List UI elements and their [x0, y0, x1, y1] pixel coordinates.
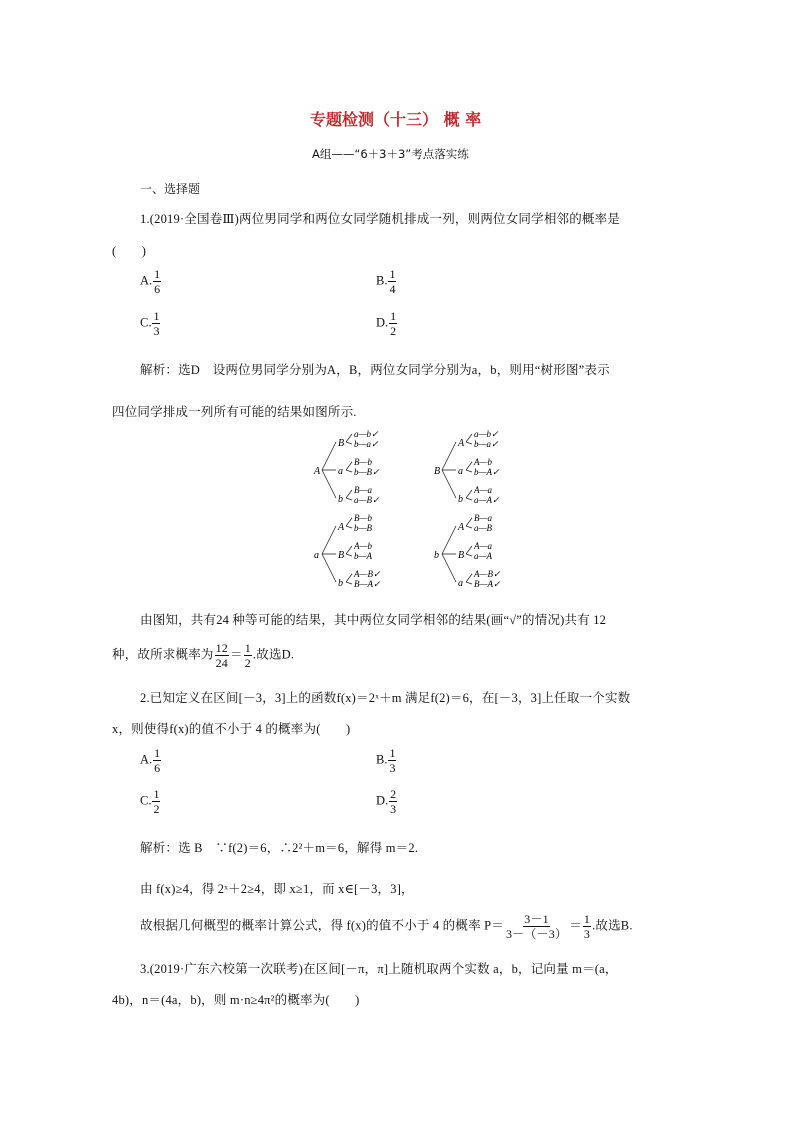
tree-leaf-line: [346, 434, 352, 442]
tree-branch-line: [442, 442, 456, 470]
tree-leaf-line: [466, 442, 472, 444]
tree-leaf-label: b—A: [354, 551, 372, 561]
tree-leaf-label: A—b: [474, 457, 492, 467]
tree-leaf-label: b—A✓: [474, 467, 500, 477]
q2-solution-line2: 由 f(x)≥4，得 2ˣ＋2≥4，即 x≥1，而 x∈[－3，3]，: [140, 882, 414, 896]
tree-root-node: B: [434, 466, 441, 477]
tree-leaf-label: B—A✓: [474, 579, 501, 589]
tree-branch-line: [322, 526, 336, 554]
tree-leaf-label: a—B: [474, 523, 492, 533]
q2-option-c: C. $\frac{1}{2}$: [140, 787, 160, 816]
tree-leaf-line: [466, 546, 472, 554]
tree-branch-node: b: [338, 494, 343, 505]
tree-leaf-label: a—b✓: [474, 430, 499, 439]
q3-stem-line1: 3.(2019·广东六校第一次联考)在区间[－π，π]上随机取两个实数 a，b，记向量 m＝(a，: [140, 962, 618, 976]
tree-leaf-label: a—B✓: [354, 495, 380, 505]
tree-leaf-line: [466, 574, 472, 582]
tree-leaf-label: A—B✓: [354, 569, 381, 579]
q2-stem-line1: 2.已知定义在区间[－3，3]上的函数f(x)＝2ˣ＋m 满足f(2)＝6，在[－3，3]上任取一个实数: [140, 691, 631, 705]
q2-option-a: A. $\frac{1}{6}$: [140, 746, 161, 775]
tree-branch-line: [322, 442, 336, 470]
q2-option-d: D. $\frac{2}{3}$: [376, 787, 397, 816]
tree-root-node: b: [434, 550, 439, 561]
q1-option-a: A. $\frac{1}{6}$: [140, 267, 161, 296]
tree-leaf-line: [466, 462, 472, 470]
q2-option-b: B. $\frac{1}{3}$: [376, 746, 396, 775]
q2-solution-line1: 解析：选 B ∵f(2)＝6，∴2²＋m＝6，解得 m＝2.: [140, 841, 419, 855]
tree-leaf-line: [466, 518, 472, 526]
q1-solution-line2: 四位同学排成一列所有可能的结果如图所示.: [112, 405, 357, 419]
tree-branch-line: [322, 470, 336, 498]
tree-branch-line: [442, 470, 456, 498]
tree-leaf-line: [346, 470, 352, 472]
tree-diagram: [300, 430, 530, 590]
tree-leaf-label: A—b: [354, 541, 372, 551]
tree-leaf-label: b—B: [354, 523, 372, 533]
q1-stem: 1.(2019·全国卷Ⅲ)两位男同学和两位女同学随机排成一列，则两位女同学相邻的概率是: [140, 212, 621, 226]
tree-leaf-line: [346, 574, 352, 582]
tree-leaf-line: [346, 462, 352, 470]
tree-leaf-line: [346, 546, 352, 554]
tree-leaf-line: [466, 498, 472, 500]
tree-leaf-line: [346, 526, 352, 528]
tree-leaf-label: A—a: [474, 541, 492, 551]
q1-conclusion-line2: 种，故所求概率为 $\frac{12}{24}$ ＝ $\frac{1}{2}$ .故选D.: [112, 641, 295, 670]
tree-leaf-line: [346, 498, 352, 500]
tree-root-node: a: [314, 550, 319, 561]
q3-stem-line2: 4b)，n＝(4a，b)，则 m·n≥4π²的概率为( ): [112, 993, 360, 1007]
tree-branch-node: A: [458, 522, 465, 533]
tree-leaf-line: [346, 554, 352, 556]
group-subtitle: A组——“6＋3＋3”考点落实练: [312, 147, 469, 161]
tree-leaf-label: B—a: [474, 513, 492, 523]
tree-leaf-line: [346, 582, 352, 584]
tree-branch-node: b: [458, 494, 463, 505]
tree-branch-node: a: [338, 466, 343, 477]
q2-solution-line3: 故根据几何概型的概率计算公式，得 f(x)的值不小于 4 的概率 P＝ $\frac{3-1}{3-(-3)}$ ＝ $\frac{1}{3}$ .故选B.: [140, 912, 633, 941]
tree-leaf-line: [466, 434, 472, 442]
q1-conclusion-line1: 由图知，共有24 种等可能的结果，其中两位女同学相邻的结果(画“√”的情况)共有 12: [140, 613, 607, 627]
tree-branch-node: b: [338, 578, 343, 589]
tree-branch-node: B: [338, 438, 345, 449]
tree-leaf-line: [466, 554, 472, 556]
tree-leaf-line: [466, 582, 472, 584]
tree-leaf-label: B—b: [354, 457, 372, 467]
tree-branch-node: B: [458, 550, 465, 561]
tree-root-node: A: [314, 466, 321, 477]
section-heading: 一、选择题: [140, 182, 201, 196]
q1-option-b: B. $\frac{1}{4}$: [376, 267, 396, 296]
tree-leaf-line: [466, 526, 472, 528]
q1-option-c: C. $\frac{1}{3}$: [140, 309, 160, 338]
tree-leaf-label: b—a✓: [474, 439, 499, 449]
tree-branch-node: A: [458, 438, 465, 449]
tree-leaf-line: [466, 490, 472, 498]
tree-branch-line: [442, 526, 456, 554]
q1-solution-line1: 解析：选D 设两位男同学分别为A，B，两位女同学分别为a，b，则用“树形图”表示: [140, 363, 610, 377]
tree-leaf-label: B—b: [354, 513, 372, 523]
tree-leaf-label: B—a: [354, 485, 372, 495]
tree-leaf-label: b—a✓: [354, 439, 379, 449]
tree-leaf-line: [346, 490, 352, 498]
tree-branch-node: a: [458, 578, 463, 589]
tree-leaf-line: [466, 470, 472, 472]
q1-option-d: D. $\frac{1}{2}$: [376, 309, 397, 338]
tree-branch-line: [442, 554, 456, 582]
tree-leaf-label: b—B✓: [354, 467, 380, 477]
tree-leaf-label: a—A✓: [474, 495, 500, 505]
tree-leaf-label: A—B✓: [474, 569, 501, 579]
tree-branch-node: B: [338, 550, 345, 561]
tree-leaf-label: B—A✓: [354, 579, 381, 589]
q2-stem-line2: x，则使得f(x)的值不小于 4 的概率为( ): [112, 722, 351, 736]
tree-leaf-line: [346, 442, 352, 444]
q1-answer-paren: ( ): [112, 244, 147, 258]
tree-branch-node: A: [338, 522, 345, 533]
tree-branch-line: [322, 554, 336, 582]
tree-leaf-label: a—b✓: [354, 430, 379, 439]
tree-leaf-line: [346, 518, 352, 526]
tree-branch-node: a: [458, 466, 463, 477]
tree-leaf-label: A—a: [474, 485, 492, 495]
tree-leaf-label: a—A: [474, 551, 492, 561]
page-title: 专题检测（十三） 概 率: [310, 110, 482, 129]
